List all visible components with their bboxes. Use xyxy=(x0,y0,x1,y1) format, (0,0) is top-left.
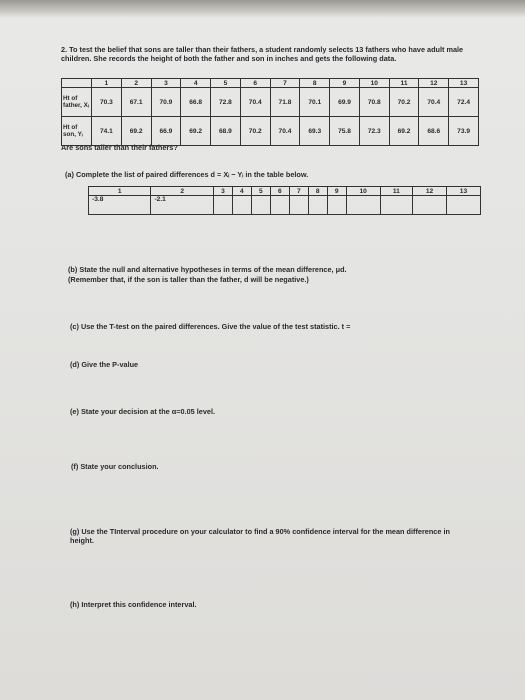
differences-table xyxy=(88,186,481,215)
father-height-cell: 67.1 xyxy=(121,88,151,117)
difference-cell[interactable] xyxy=(380,196,412,215)
column-header: 11 xyxy=(389,79,419,88)
difference-cell[interactable]: -3.8 xyxy=(89,196,151,215)
column-header: 2 xyxy=(151,187,213,196)
part-b-note: (Remember that, if the son is taller than the father, d will be negative.) xyxy=(68,275,309,284)
column-header: 11 xyxy=(380,187,412,196)
column-header: 10 xyxy=(359,79,389,88)
column-header: 3 xyxy=(151,79,181,88)
son-height-cell: 69.2 xyxy=(389,117,419,146)
differences-header-row xyxy=(89,187,481,196)
height-data-table xyxy=(61,78,479,146)
column-header: 6 xyxy=(240,79,270,88)
column-header: 8 xyxy=(300,79,330,88)
column-header: 8 xyxy=(308,187,327,196)
difference-cell[interactable] xyxy=(308,196,327,215)
table-header-row xyxy=(62,79,479,88)
son-row-label: Ht of son, Yᵢ xyxy=(62,117,92,146)
father-height-cell: 71.8 xyxy=(270,88,300,117)
column-header: 12 xyxy=(413,187,447,196)
column-header: 4 xyxy=(232,187,251,196)
column-header: 7 xyxy=(270,79,300,88)
column-header: 12 xyxy=(419,79,449,88)
father-height-cell: 72.8 xyxy=(211,88,241,117)
difference-cell[interactable] xyxy=(289,196,308,215)
difference-cell[interactable] xyxy=(232,196,251,215)
father-height-cell: 70.2 xyxy=(389,88,419,117)
column-header: 9 xyxy=(330,79,360,88)
part-b-prompt: (b) State the null and alternative hypotheses in terms of the mean difference, μd. xyxy=(68,265,347,274)
difference-cell[interactable] xyxy=(413,196,447,215)
column-header: 5 xyxy=(251,187,270,196)
father-height-cell: 70.8 xyxy=(359,88,389,117)
son-height-cell: 73.9 xyxy=(449,117,479,146)
son-height-cell: 75.8 xyxy=(330,117,360,146)
column-header: 13 xyxy=(446,187,480,196)
difference-cell[interactable] xyxy=(327,196,346,215)
part-e-prompt: (e) State your decision at the α=0.05 level. xyxy=(70,407,216,416)
father-height-cell: 70.1 xyxy=(300,88,330,117)
father-height-row xyxy=(62,88,479,117)
son-height-cell: 68.9 xyxy=(211,117,241,146)
part-f-prompt: (f) State your conclusion. xyxy=(71,462,159,471)
son-height-cell: 70.2 xyxy=(240,117,270,146)
father-row-label: Ht of father, Xᵢ xyxy=(62,88,92,117)
difference-cell[interactable] xyxy=(270,196,289,215)
question-text: Are sons taller than their fathers? xyxy=(61,143,178,152)
column-header: 2 xyxy=(121,79,151,88)
difference-cell[interactable]: -2.1 xyxy=(151,196,213,215)
son-height-cell: 72.3 xyxy=(359,117,389,146)
son-height-cell: 66.9 xyxy=(151,117,181,146)
father-height-cell: 70.3 xyxy=(92,88,122,117)
father-height-cell: 66.8 xyxy=(181,88,211,117)
father-height-cell: 70.4 xyxy=(240,88,270,117)
father-height-cell: 69.9 xyxy=(330,88,360,117)
son-height-cell: 69.3 xyxy=(300,117,330,146)
son-height-cell: 74.1 xyxy=(92,117,122,146)
column-header: 9 xyxy=(327,187,346,196)
part-a-prompt: (a) Complete the list of paired differences d = Xᵢ − Yᵢ in the table below. xyxy=(65,170,309,179)
column-header: 6 xyxy=(270,187,289,196)
son-height-cell: 69.2 xyxy=(181,117,211,146)
difference-cell[interactable] xyxy=(251,196,270,215)
column-header: 1 xyxy=(89,187,151,196)
differences-value-row xyxy=(89,196,481,215)
column-header: 10 xyxy=(346,187,380,196)
difference-cell[interactable] xyxy=(346,196,380,215)
column-header: 7 xyxy=(289,187,308,196)
difference-cell[interactable] xyxy=(446,196,480,215)
father-height-cell: 72.4 xyxy=(449,88,479,117)
column-header: 13 xyxy=(449,79,479,88)
column-header: 5 xyxy=(211,79,241,88)
header-corner-cell xyxy=(62,79,92,88)
son-height-row xyxy=(62,117,479,146)
part-g-prompt: (g) Use the TInterval procedure on your calculator to find a 90% confidence interval for the mean difference in height. xyxy=(70,527,450,545)
part-d-prompt: (d) Give the P-value xyxy=(70,360,139,369)
father-height-cell: 70.4 xyxy=(419,88,449,117)
part-c-prompt: (c) Use the T-test on the paired differences. Give the value of the test statistic. t = xyxy=(70,322,351,331)
father-height-cell: 70.9 xyxy=(151,88,181,117)
difference-cell[interactable] xyxy=(213,196,232,215)
son-height-cell: 69.2 xyxy=(121,117,151,146)
problem-intro: 2. To test the belief that sons are taller than their fathers, a student randomly selects 13 fathers who have adult male children. She records the height of both the father and son in inches and gets the following data. xyxy=(61,45,464,63)
column-header: 4 xyxy=(181,79,211,88)
son-height-cell: 70.4 xyxy=(270,117,300,146)
page-top-shadow xyxy=(0,0,525,18)
column-header: 1 xyxy=(92,79,122,88)
column-header: 3 xyxy=(213,187,232,196)
part-h-prompt: (h) Interpret this confidence interval. xyxy=(70,600,197,609)
son-height-cell: 68.6 xyxy=(419,117,449,146)
